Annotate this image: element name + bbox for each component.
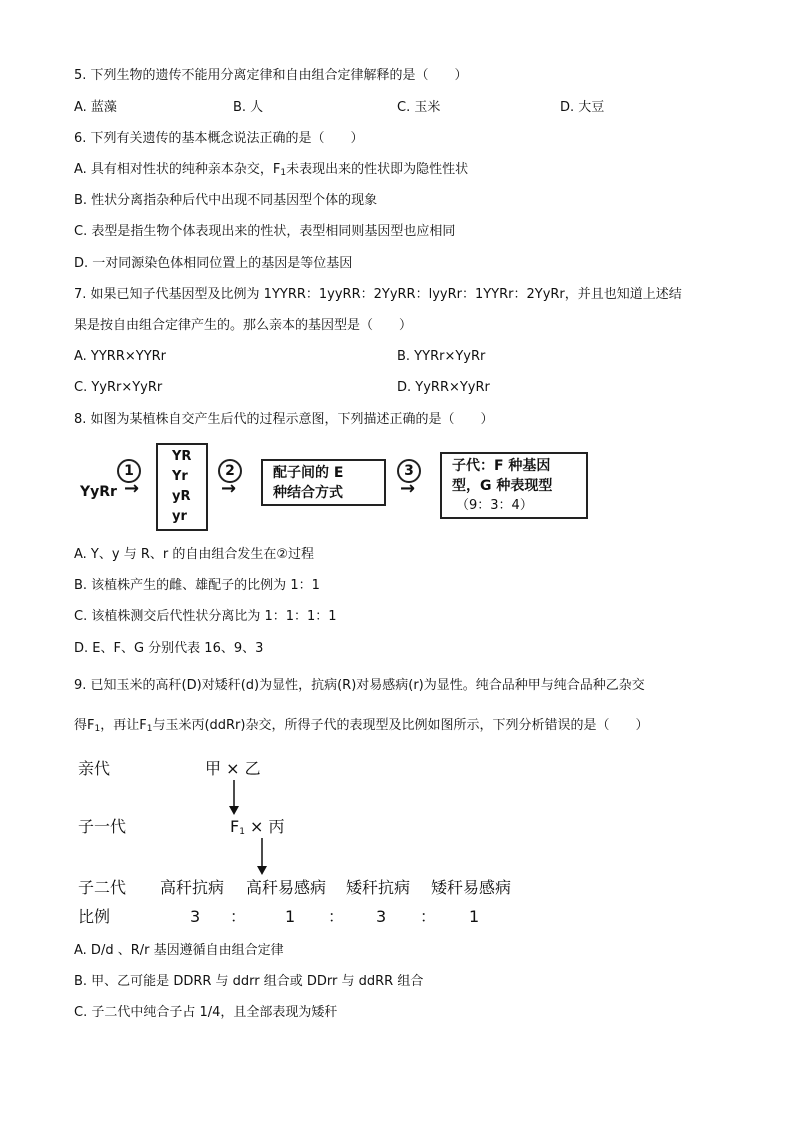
q8-option-d: D. E、F、G 分别代表 16、9、3 <box>74 641 264 656</box>
q9-ratio-sep-1: ： <box>230 907 247 926</box>
q9-phenotype-4: 矮秆易感病 <box>431 878 512 897</box>
q5-option-a: A. 蓝藻 <box>74 100 117 115</box>
q7-stem-line2: 果是按自由组合定律产生的。那么亲本的基因型是（ ） <box>74 318 413 333</box>
q5-option-d: D. 大豆 <box>560 100 605 115</box>
q8-combination-line1: 配子间的 E <box>273 465 344 481</box>
q6-option-a-sub: 1 <box>280 168 287 178</box>
q9-stem-line2-pre: 得F <box>74 718 95 733</box>
q8-step2-circle: 2 <box>218 459 242 483</box>
q9-option-a: A. D/d 、R/r 基因遵循自由组合定律 <box>74 943 284 958</box>
q9-phenotype-3: 矮秆抗病 <box>346 878 411 897</box>
q9-stem-line2-post: 与玉米丙(ddRr)杂交，所得子代的表现型及比例如图所示，下列分析错误的是（ ） <box>152 718 649 733</box>
q5-option-c: C. 玉米 <box>397 100 441 115</box>
q8-gamete-1: YR <box>172 449 192 464</box>
q9-ratio-3: 3 <box>376 907 387 926</box>
q8-arrow-1: → <box>124 478 140 499</box>
q9-option-b: B. 甲、乙可能是 DDRR 与 ddrr 组合或 DDrr 与 ddRR 组合 <box>74 974 424 989</box>
q8-combination-box <box>261 459 386 506</box>
q8-step3-circle: 3 <box>397 459 421 483</box>
q8-parent-genotype: YyRr <box>80 484 117 500</box>
q9-phenotype-2: 高秆易感病 <box>246 878 327 897</box>
q6-stem: 6. 下列有关遗传的基本概念说法正确的是（ ） <box>74 131 364 146</box>
q9-ratio-sep-2: ： <box>328 907 345 926</box>
q6-option-a-pre: A. 具有相对性状的纯种亲本杂交，F <box>74 162 281 177</box>
q9-option-c: C. 子二代中纯合子占 1/4，且全部表现为矮秆 <box>74 1005 338 1020</box>
q8-gamete-box <box>156 443 208 531</box>
q9-parent-cross: 甲 × 乙 <box>205 759 261 778</box>
q6-option-c: C. 表型是指生物个体表现出来的性状，表型相同则基因型也应相同 <box>74 224 456 239</box>
q6-option-b: B. 性状分离指杂种后代中出现不同基因型个体的现象 <box>74 193 378 208</box>
q5-option-b: B. 人 <box>233 100 264 115</box>
q9-f1-label: 子一代 <box>78 817 127 836</box>
q8-offspring-line1: 子代：F 种基因 <box>452 458 551 474</box>
q8-option-a: A. Y、y 与 R、r 的自由组合发生在②过程 <box>74 547 314 562</box>
q8-option-c: C. 该植株测交后代性状分离比为 1：1：1：1 <box>74 609 337 624</box>
q6-option-a-post: 未表现出来的性状即为隐性性状 <box>286 162 469 177</box>
q9-ratio-1: 3 <box>190 907 201 926</box>
q8-offspring-line2: 型，G 种表现型 <box>452 478 553 494</box>
q9-stem-line2 <box>74 716 648 739</box>
q5-stem: 5. 下列生物的遗传不能用分离定律和自由组合定律解释的是（ ） <box>74 68 468 83</box>
q9-ratio-sep-3: ： <box>420 907 437 926</box>
q9-stem-line2-sub2: 1 <box>146 724 153 734</box>
q9-ratio-label: 比例 <box>78 907 111 926</box>
q7-option-b: B. YYRr×YyRr <box>397 349 486 364</box>
q6-option-d: D. 一对同源染色体相同位置上的基因是等位基因 <box>74 256 353 271</box>
q9-stem-line2-mid: ，再让F <box>100 718 147 733</box>
q9-parent-label: 亲代 <box>78 759 111 778</box>
q8-stem: 8. 如图为某植株自交产生后代的过程示意图，下列描述正确的是（ ） <box>74 412 494 427</box>
q8-offspring-ratio: （9：3：4） <box>456 498 533 513</box>
q9-arrow-down-1 <box>224 780 244 816</box>
q9-stem-line2-sub1: 1 <box>94 724 101 734</box>
q9-f1-post: × 丙 <box>244 817 285 836</box>
q8-combination-line2: 种结合方式 <box>273 485 343 501</box>
q7-option-c: C. YyRr×YyRr <box>74 380 163 395</box>
q7-option-a: A. YYRR×YYRr <box>74 349 167 364</box>
q9-f1-sub: 1 <box>239 827 245 837</box>
q9-phenotype-1: 高秆抗病 <box>160 878 225 897</box>
q9-f2-label: 子二代 <box>78 878 127 897</box>
q9-ratio-4: 1 <box>469 907 480 926</box>
q8-offspring-box <box>440 452 588 519</box>
q6-option-a <box>74 160 468 183</box>
q8-gamete-2: Yr <box>172 469 188 484</box>
q9-f1-f: F <box>230 817 240 836</box>
q9-stem-line1: 9. 已知玉米的高秆(D)对矮秆(d)为显性，抗病(R)对易感病(r)为显性。纯合品种甲与纯合品种乙杂交 <box>74 678 645 693</box>
q9-arrow-down-2 <box>252 838 272 876</box>
q8-step1-circle: 1 <box>117 459 141 483</box>
q8-option-b: B. 该植株产生的雌、雄配子的比例为 1：1 <box>74 578 320 593</box>
q8-gamete-4: yr <box>172 509 187 524</box>
q8-gamete-3: yR <box>172 489 191 504</box>
q8-arrow-2: → <box>221 478 237 499</box>
q7-stem-line1: 7. 如果已知子代基因型及比例为 1YYRR：1yyRR：2YyRR：lyyRr：1YYRr：2YyRr，并且也知道上述结 <box>74 287 682 302</box>
q8-arrow-3: → <box>400 478 416 499</box>
q7-option-d: D. YyRR×YyRr <box>397 380 490 395</box>
q9-ratio-2: 1 <box>285 907 296 926</box>
